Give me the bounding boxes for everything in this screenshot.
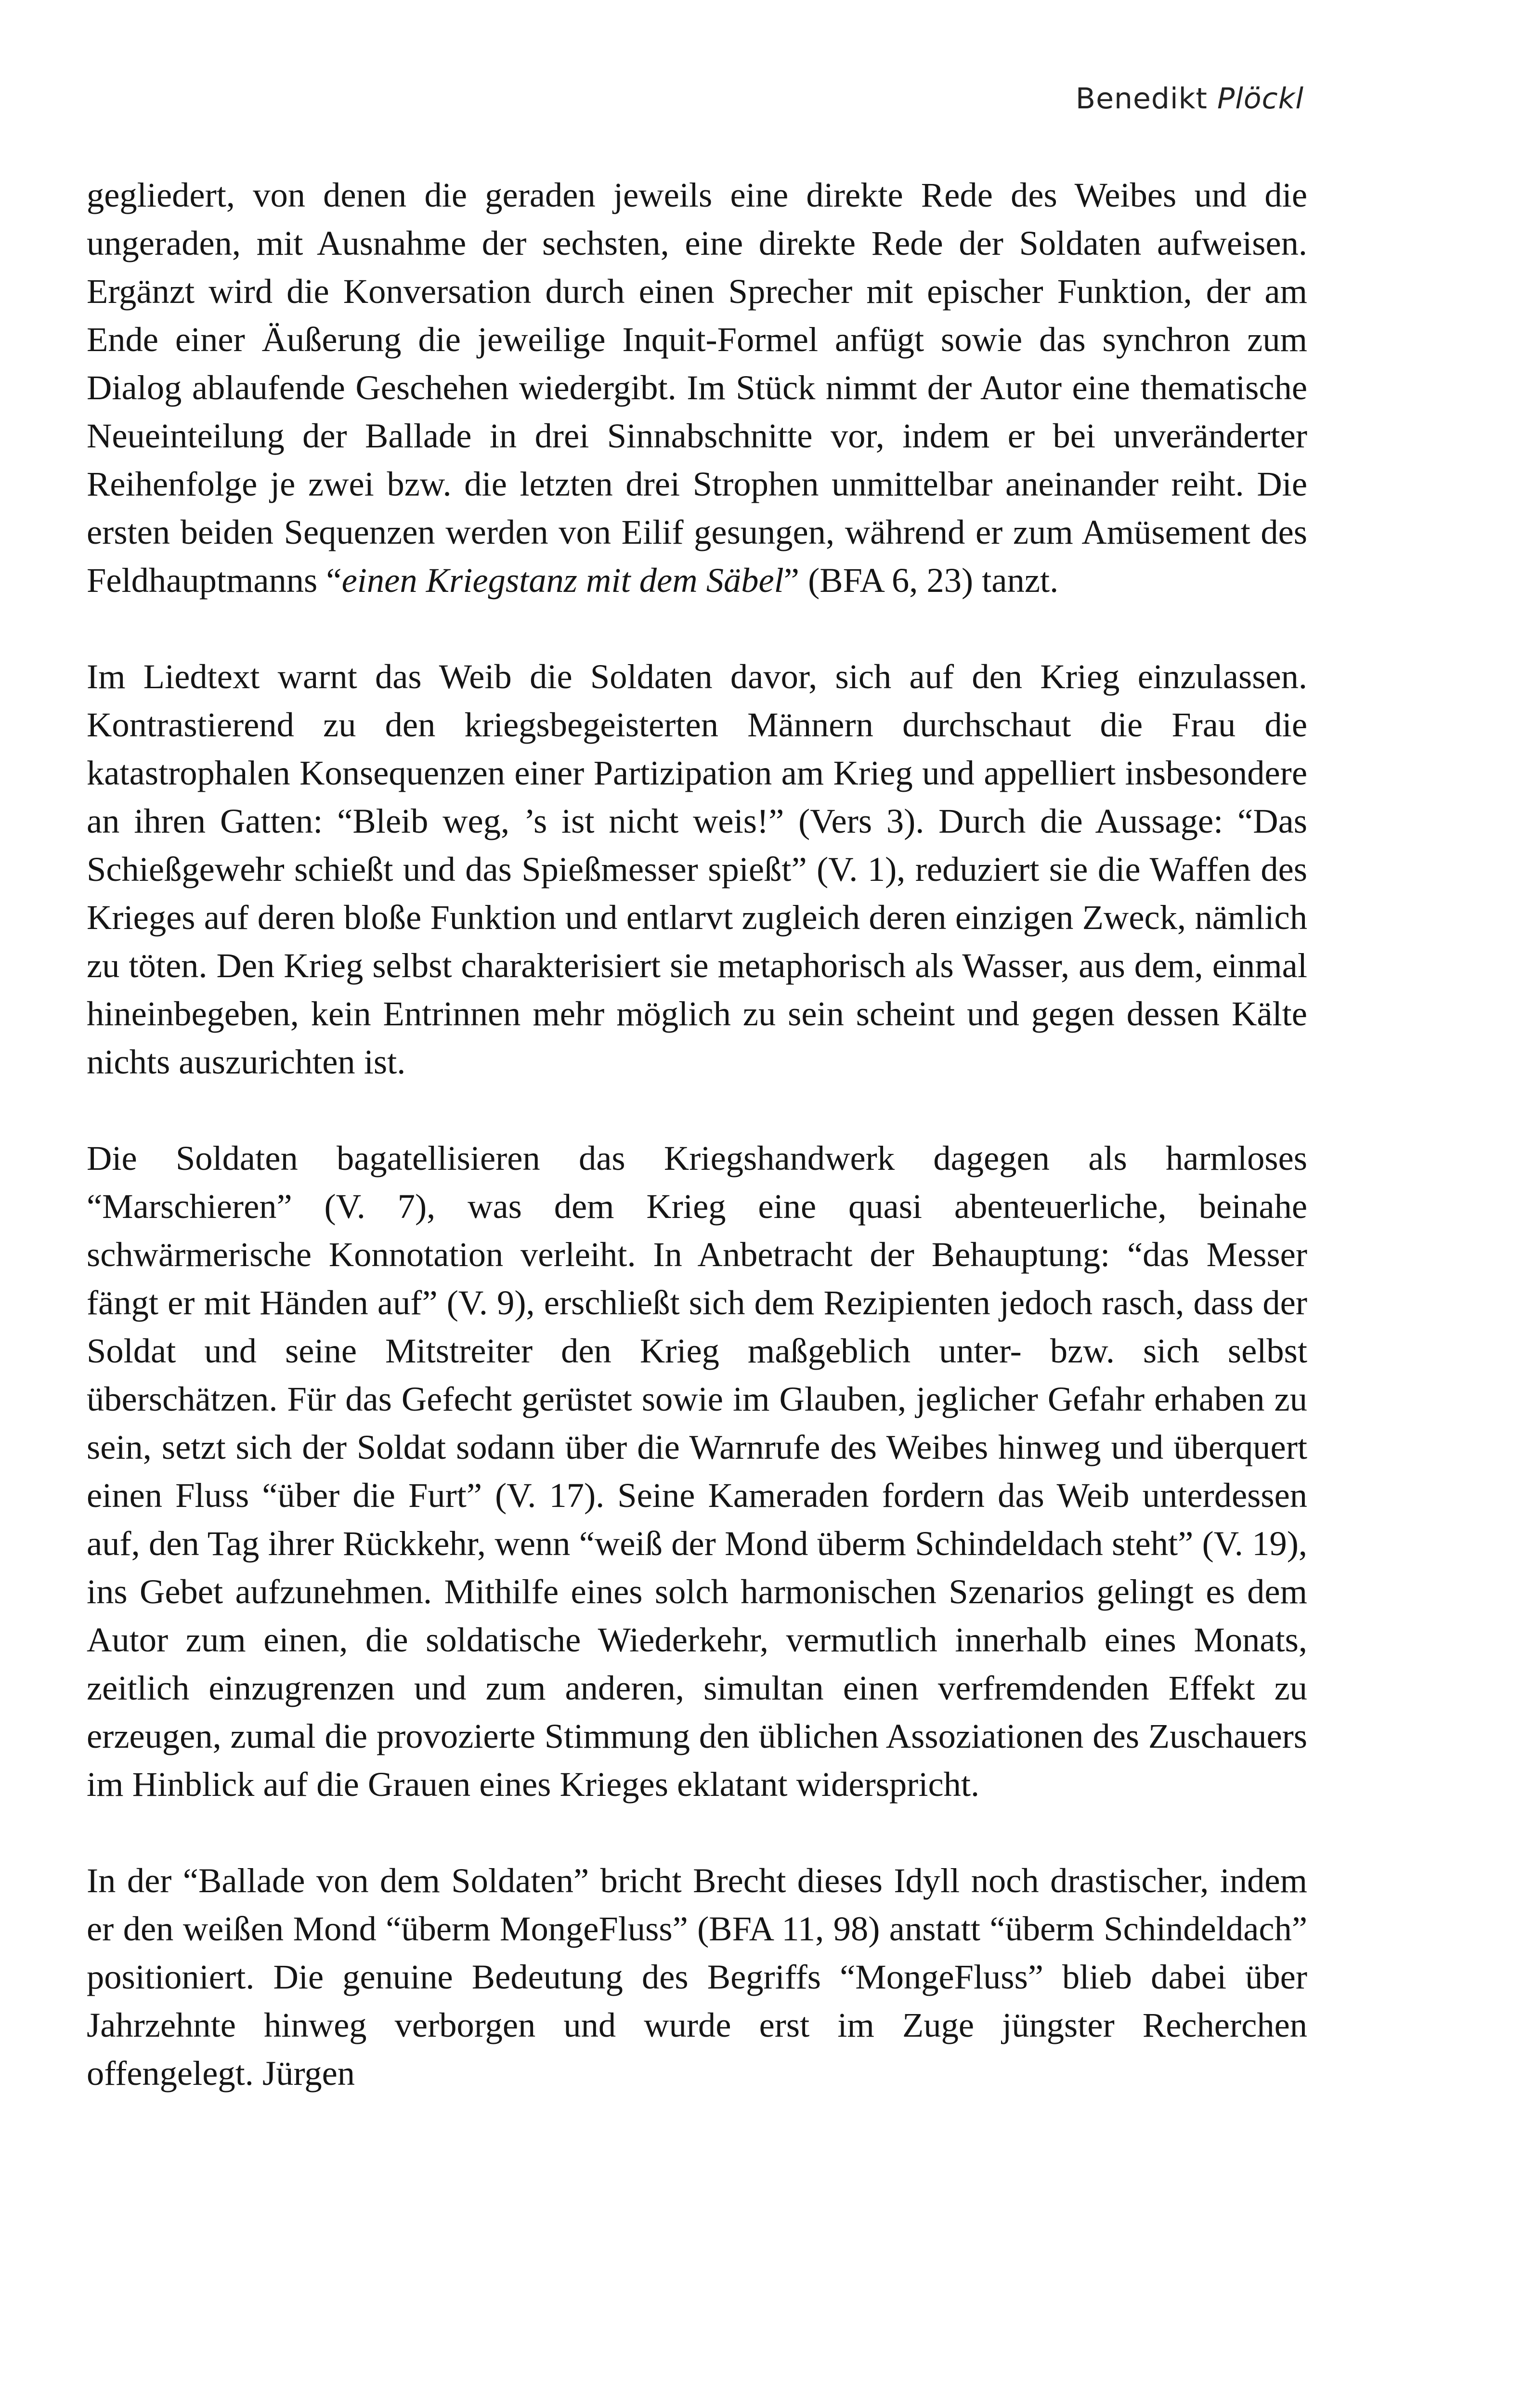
running-head (1076, 82, 1304, 116)
paragraph-1-text-after: ” (BFA 6, 23) tanzt. (783, 561, 1059, 600)
paragraph-1-quote-italic: einen Kriegstanz mit dem Säbel (341, 561, 784, 600)
body-text (87, 171, 1307, 2097)
running-head-author-first: Benedikt (1075, 82, 1208, 116)
paragraph-4: In der “Ballade von dem Soldaten” bricht Brecht dieses Idyll noch drastischer, indem er den weißen Mond “überm MongeFluss” (BFA 11, 98) anstatt “überm Schindeldach” positioniert. Die genuine Bedeutung des Begriffs “MongeFluss” blieb dabei über Jahrzehnte hinweg verborgen und wurde erst im Zuge jüngster Recherchen offengelegt. Jürgen (87, 1861, 1307, 2093)
running-head-author-last: Plöckl (1217, 82, 1304, 116)
paragraph-2: Im Liedtext warnt das Weib die Soldaten davor, sich auf den Krieg einzulassen. Kontrastierend zu den kriegsbegeisterten Männern durchschaut die Frau die katastrophalen Konsequenzen einer Partizipation am Krieg und appelliert insbesondere an ihren Gatten: “Bleib weg, ’s ist nicht weis!” (Vers 3). Durch die Aussage: “Das Schießgewehr schießt und das Spießmesser spießt” (V. 1), reduziert sie die Waffen des Krieges auf deren bloße Funktion und entlarvt zugleich deren einzigen Zweck, nämlich zu töten. Den Krieg selbst charakterisiert sie metaphorisch als Wasser, aus dem, einmal hineinbegeben, kein Entrinnen mehr möglich zu sein scheint und gegen dessen Kälte nichts auszurichten ist. (87, 657, 1307, 1081)
paragraph-1 (87, 171, 1307, 604)
paragraph-1-text-before: gegliedert, von denen die geraden jeweils eine direkte Rede des Weibes und die ungeraden, mit Ausnahme der sechsten, eine direkte Rede der Soldaten aufweisen. Ergänzt wird die Konversation durch einen Sprecher mit epischer Funktion, der am Ende einer Äußerung die jeweilige Inquit-Formel anfügt sowie das synchron zum Dialog ablaufende Geschehen wiedergibt. Im Stück nimmt der Autor eine thematische Neueinteilung der Ballade in drei Sinnabschnitte vor, indem er bei unveränderter Reihenfolge je zwei bzw. die letzten drei Strophen unmittelbar aneinander reiht. Die ersten beiden Sequenzen werden von Eilif gesungen, während er zum Amüsement des Feldhauptmanns “ (87, 175, 1307, 600)
paragraph-3: Die Soldaten bagatellisieren das Kriegshandwerk dagegen als harmloses “Marschieren” (V. 7), was dem Krieg eine quasi abenteuerliche, beinahe schwärmerische Konnotation verleiht. In Anbetracht der Behauptung: “das Messer fängt er mit Händen auf” (V. 9), erschließt sich dem Rezipienten jedoch rasch, dass der Soldat und seine Mitstreiter den Krieg maßgeblich unter- bzw. sich selbst überschätzen. Für das Gefecht gerüstet sowie im Glauben, jeglicher Gefahr erhaben zu sein, setzt sich der Soldat sodann über die Warnrufe des Weibes hinweg und überquert einen Fluss “über die Furt” (V. 17). Seine Kameraden fordern das Weib unterdessen auf, den Tag ihrer Rückkehr, wenn “weiß der Mond überm Schindeldach steht” (V. 19), ins Gebet aufzunehmen. Mithilfe eines solch harmonischen Szenarios gelingt es dem Autor zum einen, die soldatische Wiederkehr, vermutlich innerhalb eines Monats, zeitlich einzugrenzen und zum anderen, simultan einen verfremdenden Effekt zu erzeugen, zumal die provozierte Stimmung den üblichen Assoziationen des Zuschauers im Hinblick auf die Grauen eines Krieges eklatant widerspricht. (87, 1139, 1307, 1804)
